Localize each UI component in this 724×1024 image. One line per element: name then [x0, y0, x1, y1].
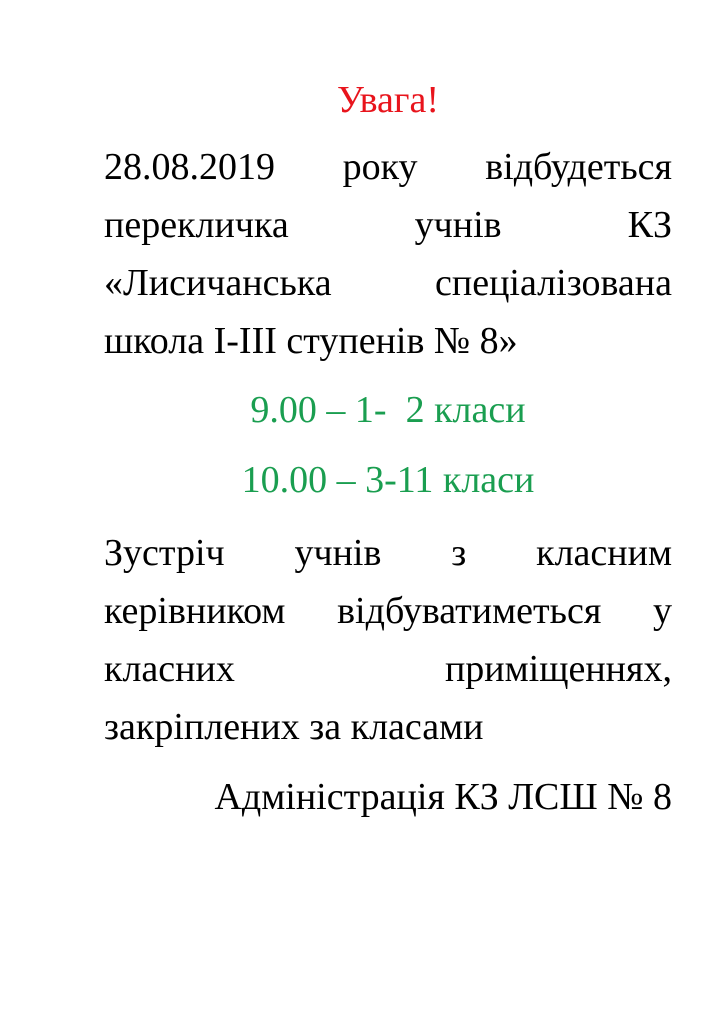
announcement-paragraph	[104, 138, 672, 370]
meeting-line: Зустріч учнів з класним	[104, 532, 672, 574]
notice-title: Увага!	[336, 79, 440, 121]
meeting-line: керівником відбуватиметься у	[104, 590, 672, 632]
meeting-line: закріплених за класами	[104, 706, 484, 748]
announcement-line: 28.08.2019 року відбудеться	[104, 146, 672, 188]
announcement-line: «Лисичанська спеціалізована	[104, 262, 672, 304]
announcement-line: школа І-ІІІ ступенів № 8»	[104, 320, 518, 362]
signature: Адміністрація КЗ ЛСШ № 8	[214, 776, 672, 818]
announcement-line: перекличка учнів КЗ	[104, 204, 672, 246]
meeting-paragraph	[104, 524, 672, 756]
schedule-item-2: 10.00 – 3-11 класи	[241, 459, 535, 501]
meeting-line: класних приміщеннях,	[104, 648, 672, 690]
schedule-item-1: 9.00 – 1- 2 класи	[250, 389, 526, 431]
